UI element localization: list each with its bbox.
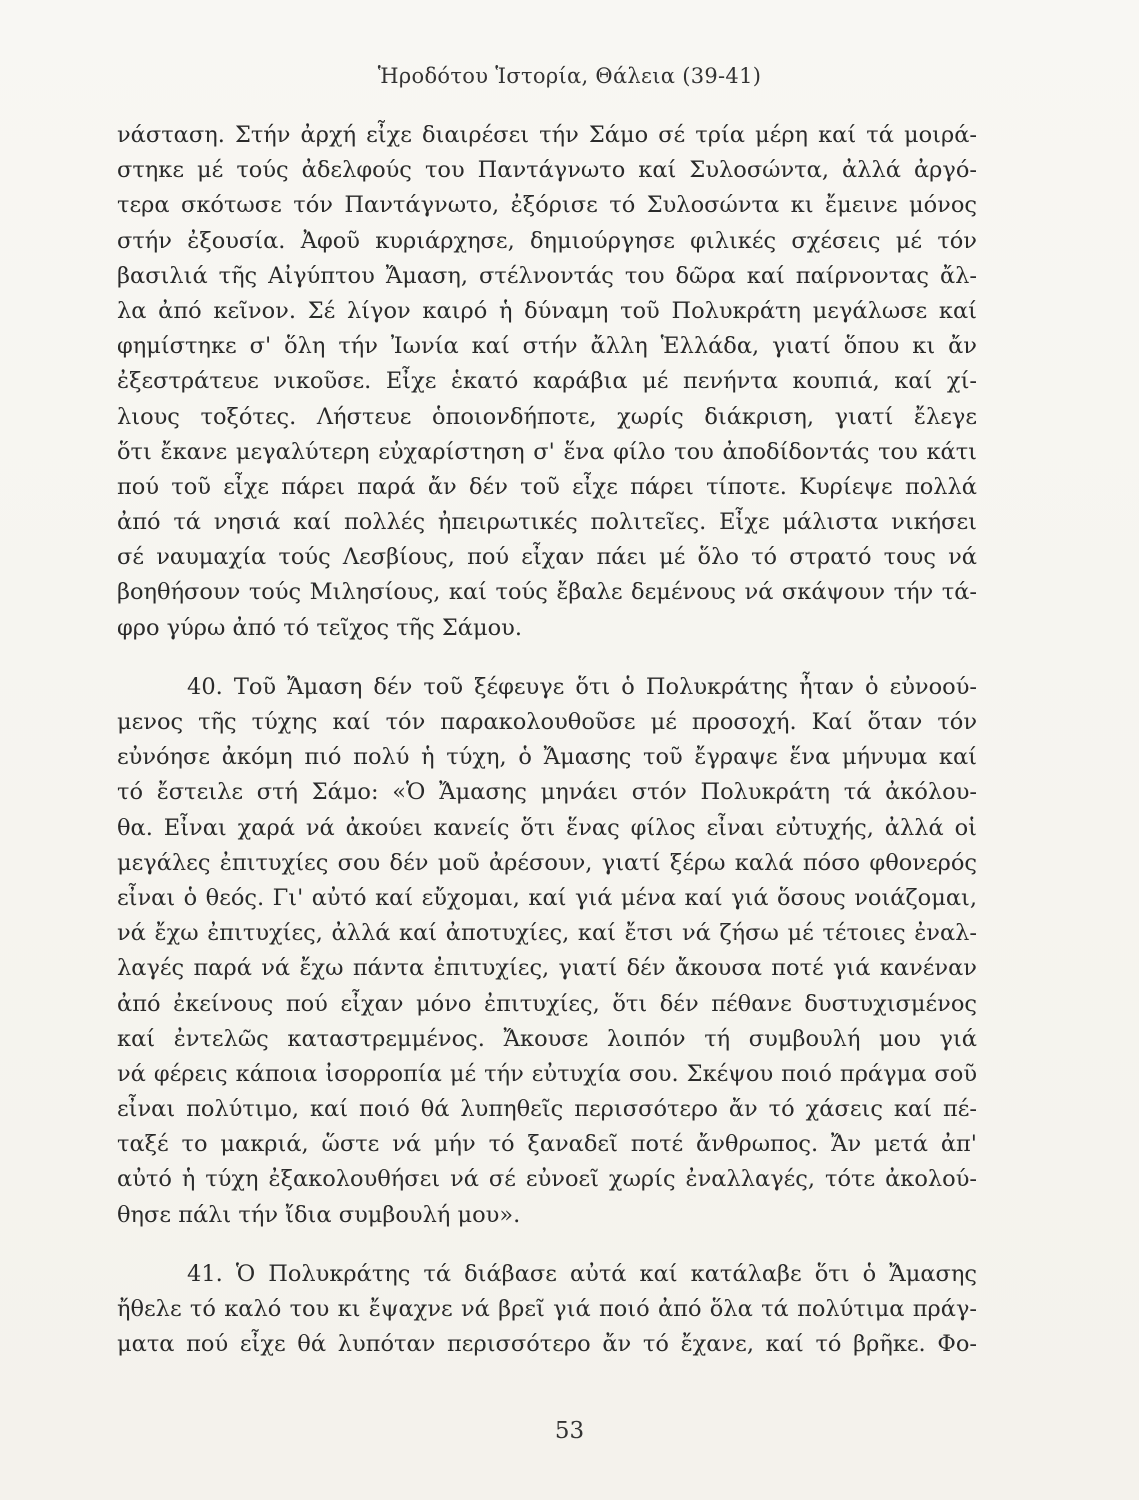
text-line: θα. Εἶναι χαρά νά ἀκούει κανείς ὅτι ἕνας φίλος εἶναι εὐτυχής, ἀλλά οἱ: [117, 814, 977, 841]
text-line: ὅτι ἔκανε μεγαλύτερη εὐχαρίστηση σ' ἕνα φίλο του ἀποδίδοντάς του κάτι: [117, 438, 977, 465]
body-text: [117, 118, 977, 1362]
text-line: λα ἀπό κεῖνον. Σέ λίγον καιρό ἡ δύναμη τοῦ Πολυκράτη μεγάλωσε καί: [117, 297, 977, 324]
text-line: λαγές παρά νά ἔχω πάντα ἐπιτυχίες, γιατί δέν ἄκουσα ποτέ γιά κανέναν: [117, 955, 977, 982]
text-line: νά φέρεις κάποια ἰσορροπία μέ τήν εὐτυχία σου. Σκέψου ποιό πράγμα σοῦ: [117, 1060, 977, 1087]
text-line: στήν ἐξουσία. Ἀφοῦ κυριάρχησε, δημιούργησε φιλικές σχέσεις μέ τόν: [117, 227, 977, 254]
text-line: τερα σκότωσε τόν Παντάγνωτο, ἐξόρισε τό Συλοσώντα κι ἔμεινε μόνος: [117, 192, 977, 219]
page-number: 53: [554, 1418, 585, 1444]
text-line: φημίστηκε σ' ὅλη τήν Ἰωνία καί στήν ἄλλη Ἑλλάδα, γιατί ὅπου κι ἄν: [117, 333, 977, 360]
text-line: ματα πού εἶχε θά λυπόταν περισσότερο ἄν τό ἔχανε, καί τό βρῆκε. Φο-: [117, 1331, 977, 1358]
text-line: καί ἐντελῶς καταστρεμμένος. Ἄκουσε λοιπόν τή συμβουλή μου γιά: [117, 1025, 977, 1052]
text-line: αὐτό ἡ τύχη ἐξακολουθήσει νά σέ εὐνοεῖ χωρίς ἐναλλαγές, τότε ἀκολού-: [117, 1166, 977, 1193]
text-line: εἶναι πολύτιμο, καί ποιό θά λυπηθεῖς περισσότερο ἄν τό χάσεις καί πέ-: [117, 1096, 977, 1123]
paragraph-gap: [117, 646, 977, 670]
text-line: πού τοῦ εἶχε πάρει παρά ἄν δέν τοῦ εἶχε πάρει τίποτε. Κυρίεψε πολλά: [117, 473, 977, 500]
text-line: λιους τοξότες. Λήστευε ὁποιονδήποτε, χωρίς διάκριση, γιατί ἔλεγε: [117, 403, 977, 430]
text-line: νάσταση. Στήν ἀρχή εἶχε διαιρέσει τήν Σάμο σέ τρία μέρη καί τά μοιρά-: [117, 122, 977, 148]
text-line: μενος τῆς τύχης καί τόν παρακολουθοῦσε μέ προσοχή. Καί ὅταν τόν: [117, 709, 977, 735]
text-line: μεγάλες ἐπιτυχίες σου δέν μοῦ ἀρέσουν, γιατί ξέρω καλά πόσο φθονερός: [117, 849, 977, 876]
text-line: εὐνόησε ἀκόμη πιό πολύ ἡ τύχη, ὁ Ἄμασης τοῦ ἔγραψε ἕνα μήνυμα καί: [117, 744, 977, 771]
text-line: ἐξεστράτευε νικοῦσε. Εἶχε ἑκατό καράβια μέ πενήντα κουπιά, καί χί-: [117, 368, 977, 395]
text-line: βοηθήσουν τούς Μιλησίους, καί τούς ἔβαλε δεμένους νά σκάψουν τήν τά-: [117, 579, 977, 606]
paragraph-gap: [117, 1233, 977, 1257]
text-line: στηκε μέ τούς ἀδελφούς του Παντάγνωτο καί Συλοσώντα, ἀλλά ἀργό-: [117, 157, 977, 184]
text-line: ἤθελε τό καλό του κι ἔψαχνε νά βρεῖ γιά ποιό ἀπό ὅλα τά πολύτιμα πράγ-: [117, 1296, 977, 1322]
text-line: βασιλιά τῆς Αἰγύπτου Ἄμαση, στέλνοντάς του δῶρα καί παίρνοντας ἄλ-: [117, 262, 977, 289]
text-line: ἀπό τά νησιά καί πολλές ἠπειρωτικές πολιτεῖες. Εἶχε μάλιστα νικήσει: [117, 509, 977, 536]
text-line: ἀπό ἐκείνους πού εἶχαν μόνο ἐπιτυχίες, ὅτι δέν πέθανε δυστυχισμένος: [117, 990, 977, 1017]
text-line-section-start: 40. Τοῦ Ἄμαση δέν τοῦ ξέφευγε ὅτι ὁ Πολυκράτης ἦταν ὁ εὐνοού-: [187, 673, 977, 700]
running-header: Ἡροδότου Ἱστορία, Θάλεια (39-41): [377, 64, 762, 88]
text-line: φρο γύρω ἀπό τό τεῖχος τῆς Σάμου.: [117, 614, 522, 641]
text-line: ταξέ το μακριά, ὥστε νά μήν τό ξαναδεῖ ποτέ ἄνθρωπος. Ἄν μετά ἀπ': [117, 1131, 977, 1158]
text-line: σέ ναυμαχία τούς Λεσβίους, πού εἶχαν πάει μέ ὅλο τό στρατό τους νά: [117, 544, 977, 571]
text-line: θησε πάλι τήν ἴδια συμβουλή μου».: [117, 1201, 521, 1228]
text-line: εἶναι ὁ θεός. Γι' αὐτό καί εὔχομαι, καί γιά μένα καί γιά ὅσους νοιάζομαι,: [117, 884, 977, 911]
text-line: τό ἔστειλε στή Σάμο: «Ὁ Ἄμασης μηνάει στόν Πολυκράτη τά ἀκόλου-: [117, 779, 977, 806]
text-line: νά ἔχω ἐπιτυχίες, ἀλλά καί ἀποτυχίες, καί ἔτσι νά ζήσω μέ τέτοιες ἐναλ-: [117, 920, 977, 947]
text-line-section-start: 41. Ὁ Πολυκράτης τά διάβασε αὐτά καί κατάλαβε ὅτι ὁ Ἄμασης: [187, 1260, 977, 1287]
